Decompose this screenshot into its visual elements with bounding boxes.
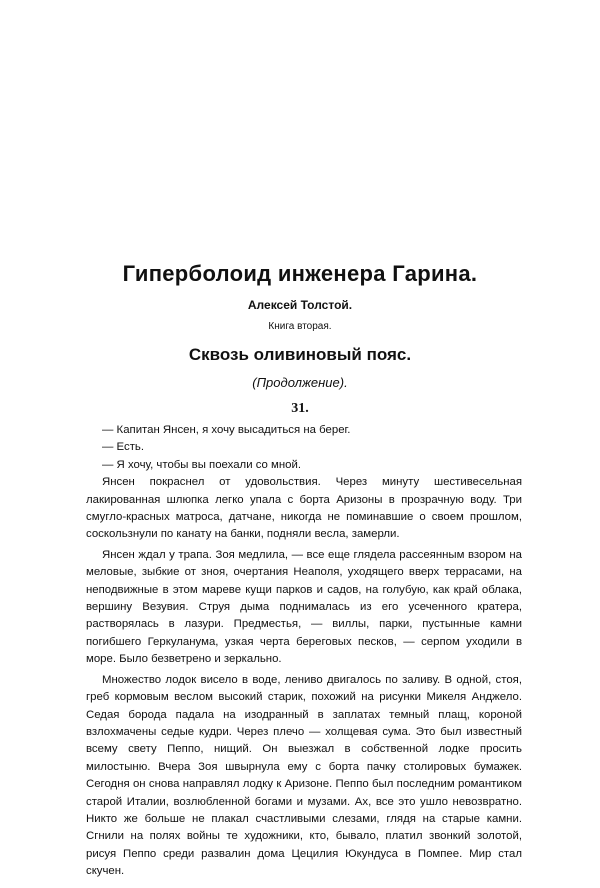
paragraph: Янсен ждал у трапа. Зоя медлила, — все еще глядела рассеянным взором на меловые, зыбкие от зноя, очертания Неаполя, уходящего вверх террасами, на неподвижные в этом мареве кущи парков и садов, на голубую, как край облака, вершину Везувия. Струя дыма поднималась из его усеченного кратера, растворялась в лазури. Предместья, — виллы, парки, пустынные камни погибшего Геркуланума, узкая черта береговых песков, — серпом уходили в море. Было безветрено и зеркально.	[86, 548, 522, 666]
chapter-number: 31.	[291, 401, 309, 416]
section-title: Сквозь оливиновый пояс.	[188, 345, 412, 364]
heading-block	[0, 258, 600, 419]
dialogue-line: — Я хочу, чтобы вы поехали со мной.	[102, 458, 302, 471]
page-title: Гиперболоид инженера Гарина.	[122, 261, 478, 286]
dialogue-line: — Капитан Янсен, я хочу высадиться на берег.	[102, 424, 351, 436]
book-label: Книга вторая.	[268, 321, 332, 332]
paragraph: Янсен покраснел от удовольствия. Через минуту шестивесельная лакированная шлюпка легко упала с борта Аризоны в прозрачную воду. Три смугло-красных матроса, датчане, никогда не поминавшие о своем прошлом, соскользнули по канату на банки, подняли весла, замерли.	[86, 476, 522, 541]
author-name: Алексей Толстой.	[247, 298, 353, 312]
dialogue-line: — Есть.	[102, 441, 145, 454]
continued-label: (Продолжение).	[252, 375, 348, 390]
paragraph: Множество лодок висело в воде, лениво двигалось по заливу. В одной, стоя, греб кормовым веслом высокий старик, похожий на рисунки Микеля Анджело. Седая борода падала на изодранный в заплатах темный плащ, короной взлохмачены седые кудри. Через плечо — холщевая сума. Это был известный всему свету Пеппо, нищий. Он выезжал в собственной лодке просить милостыню. Вчера Зоя швырнула ему с борта пачку столировых бумажек. Сегодня он снова направлял лодку к Аризоне. Пеппо был последним романтиком старой Италии, возлюбленной богами и музами. Ах, все это ушло невозвратно. Никто же больше не плакал счастливыми слезами, глядя на старые камни. Сгнили на полях войны те художники, кто, бывало, платил звонкий золотой, рисуя Пеппо среди развалин дома Цецилия Юкундуса в Помпее. Мир стал скучен.	[86, 673, 522, 878]
body-text	[86, 422, 522, 881]
